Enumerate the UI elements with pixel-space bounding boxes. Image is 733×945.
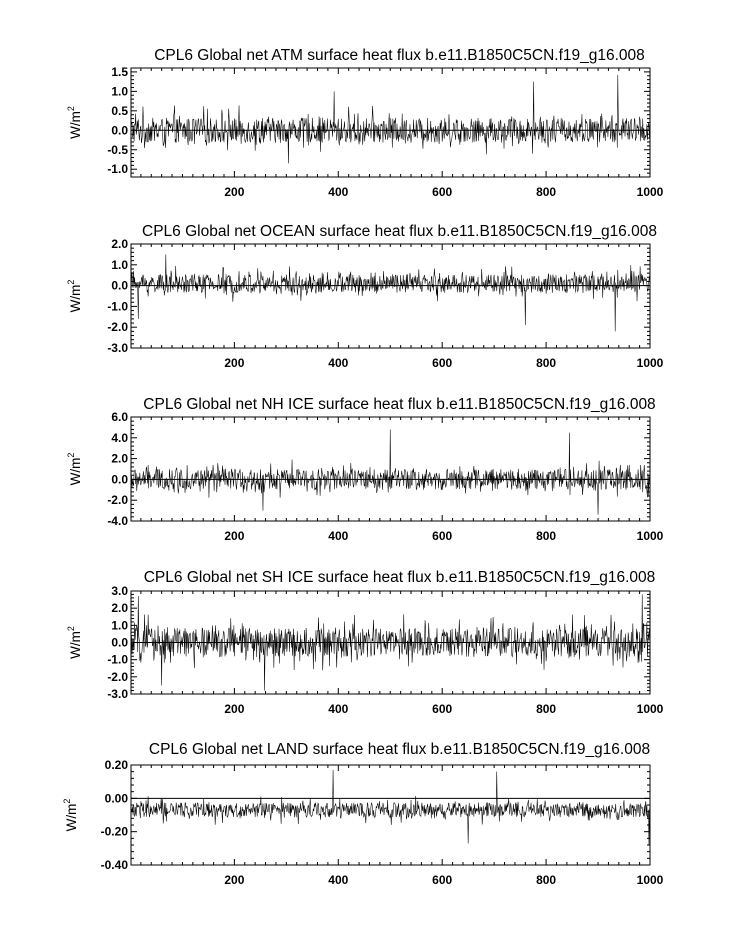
chart-panel-5 (62, 741, 664, 887)
x-tick-label: 600 (432, 873, 453, 887)
y-tick-label: 2.0 (111, 451, 128, 466)
series-line (131, 75, 650, 163)
y-tick-label: 4.0 (111, 430, 128, 445)
y-tick-label: -3.0 (107, 687, 128, 701)
x-tick-label: 200 (224, 529, 245, 543)
x-tick-label: 400 (328, 702, 349, 716)
x-tick-label: 1000 (636, 356, 664, 370)
x-tick-label: 600 (432, 702, 453, 716)
chart-panel-3 (66, 396, 664, 543)
x-tick-label: 800 (536, 702, 557, 716)
y-tick-label: -3.0 (107, 341, 128, 355)
x-tick-label: 400 (328, 529, 349, 543)
chart-panel-4 (66, 569, 664, 716)
y-tick-label: 0.20 (104, 758, 128, 772)
x-tick-label: 200 (224, 873, 245, 887)
x-tick-label: 1000 (636, 529, 664, 543)
series-line (131, 429, 650, 514)
plot-frame (131, 244, 650, 348)
x-tick-label: 400 (328, 873, 349, 887)
y-axis-label: $W/m^2$ (62, 798, 79, 832)
x-tick-label: 800 (536, 529, 557, 543)
y-tick-label: 0.5 (111, 103, 128, 118)
x-tick-label: 800 (536, 356, 557, 370)
chart-panel-1 (66, 47, 664, 199)
x-tick-label: 400 (328, 185, 349, 199)
y-tick-label: 0.0 (111, 635, 128, 650)
y-tick-label: 2.0 (111, 601, 128, 616)
y-tick-label: 1.0 (111, 618, 128, 633)
y-tick-label: -1.0 (107, 652, 128, 667)
x-tick-label: 400 (328, 356, 349, 370)
y-tick-label: -0.5 (107, 142, 128, 157)
x-tick-label: 1000 (636, 702, 664, 716)
y-tick-label: 1.5 (111, 64, 128, 79)
y-tick-label: -2.0 (107, 669, 128, 684)
y-tick-label: -2.0 (107, 320, 128, 335)
y-tick-label: 2.0 (111, 237, 128, 251)
x-tick-label: 600 (432, 529, 453, 543)
y-tick-label: 1.0 (111, 257, 128, 272)
y-tick-label: 3.0 (111, 584, 128, 598)
y-axis-label: $W/m^2$ (66, 626, 83, 659)
chart-title: CPL6 Global net LAND surface heat flux b.e11.B1850C5CN.f19_g16.008 (148, 741, 651, 758)
y-axis-label: $W/m^2$ (66, 279, 83, 313)
y-tick-label: 0.0 (111, 278, 128, 293)
y-tick-label: 6.0 (111, 410, 128, 424)
chart-title: CPL6 Global net ATM surface heat flux b.e11.B1850C5CN.f19_g16.008 (154, 47, 645, 64)
y-tick-label: -1.0 (107, 299, 128, 314)
series-line (131, 254, 650, 331)
x-tick-label: 1000 (636, 185, 664, 199)
chart-title: CPL6 Global net SH ICE surface heat flux b.e11.B1850C5CN.f19_g16.008 (143, 569, 656, 586)
y-tick-label: -0.20 (100, 824, 128, 839)
y-tick-label: -1.0 (107, 162, 128, 177)
x-tick-label: 800 (536, 185, 557, 199)
chart-panel-2 (66, 223, 664, 370)
y-tick-label: 1.0 (111, 84, 128, 99)
y-axis-label: $W/m^2$ (66, 106, 83, 139)
x-tick-label: 600 (432, 185, 453, 199)
x-tick-label: 800 (536, 873, 557, 887)
x-tick-label: 200 (224, 356, 245, 370)
x-tick-label: 200 (224, 185, 245, 199)
chart-title: CPL6 Global net OCEAN surface heat flux b.e11.B1850C5CN.f19_g16.008 (142, 223, 657, 240)
y-tick-label: -0.40 (100, 858, 128, 872)
series-line (131, 770, 650, 845)
x-tick-label: 600 (432, 356, 453, 370)
x-tick-label: 1000 (636, 873, 664, 887)
y-axis-label: $W/m^2$ (66, 452, 83, 486)
x-tick-label: 200 (224, 702, 245, 716)
y-tick-label: 0.0 (111, 472, 128, 487)
chart-title: CPL6 Global net NH ICE surface heat flux b.e11.B1850C5CN.f19_g16.008 (143, 396, 656, 413)
y-tick-label: 0.00 (104, 791, 128, 806)
y-tick-label: 0.0 (111, 123, 128, 138)
y-tick-label: -4.0 (107, 514, 128, 528)
y-tick-label: -2.0 (107, 493, 128, 508)
